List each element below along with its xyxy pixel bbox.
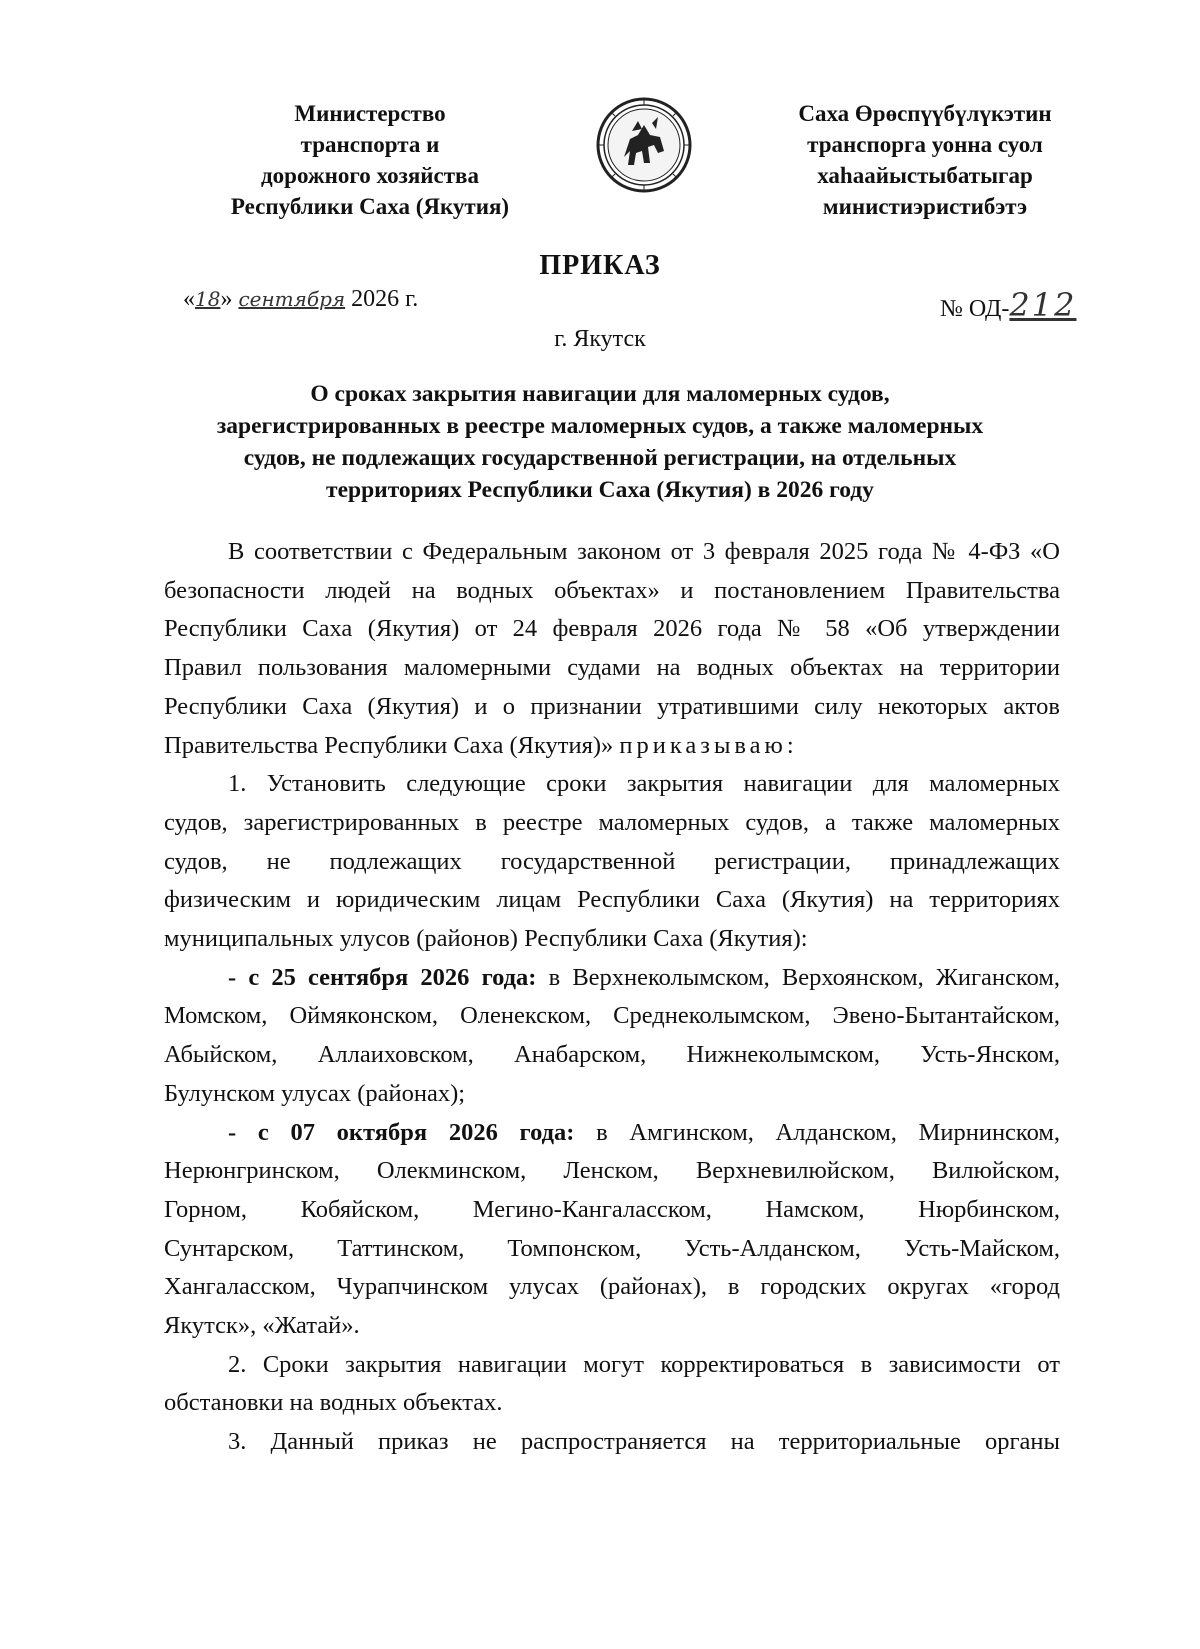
text-line: Момском, Оймяконском, Оленекском, Среднеколымском, Эвено-Бытантайском, bbox=[164, 1002, 1060, 1030]
order-subject bbox=[160, 378, 1040, 506]
date-month: сентября bbox=[238, 287, 346, 311]
deadline-october-paragraph bbox=[164, 1114, 1060, 1346]
text-line: 3. Данный приказ не распространяется на территориальные органы bbox=[228, 1428, 1060, 1456]
order-number-prefix: № ОД- bbox=[940, 296, 1010, 322]
subject-line: зарегистрированных в реестре маломерных судов, а также маломерных bbox=[216, 413, 984, 439]
subject-line: судов, не подлежащих государственной регистрации, на отдельных bbox=[243, 445, 957, 471]
text-line: Булунском улусах (районах); bbox=[164, 1079, 466, 1107]
header-right-line: министиэристибэтэ bbox=[822, 194, 1028, 219]
subject-line: территориях Республики Саха (Якутия) в 2026 году bbox=[326, 477, 874, 503]
text-line: Республики Саха (Якутия) от 24 февраля 2026 года № 58 «Об утверждении bbox=[164, 615, 1060, 643]
deadline-october-label: - с 07 октября 2026 года: bbox=[228, 1118, 575, 1146]
text-line: Хангаласском, Чурапчинском улусах (районах), в городских округах «город bbox=[164, 1273, 1060, 1301]
date-quote-open: « bbox=[183, 286, 195, 312]
order-date bbox=[183, 286, 418, 313]
text-line: В соответствии с Федеральным законом от 3 февраля 2025 года № 4-ФЗ «О bbox=[228, 538, 1060, 565]
text-line: Абыйском, Аллаиховском, Анабарском, Нижнеколымском, Усть-Янском, bbox=[164, 1041, 1060, 1069]
date-year: 2026 г. bbox=[351, 286, 419, 312]
text-line: Правил пользования маломерными судами на водных объектах на территории bbox=[164, 654, 1060, 682]
coat-of-arms-emblem bbox=[594, 95, 694, 195]
subject-line: О сроках закрытия навигации для маломерных судов, bbox=[310, 381, 890, 407]
text-line bbox=[164, 727, 1060, 766]
header-right-line: Саха Өрөспүүбүлүкэтин bbox=[798, 101, 1052, 126]
text-line bbox=[164, 1114, 1060, 1153]
order-body bbox=[164, 533, 1060, 1462]
text-line: 1. Установить следующие сроки закрытия навигации для маломерных bbox=[228, 770, 1060, 798]
text-line: судов, зарегистрированных в реестре маломерных судов, а также маломерных bbox=[164, 808, 1060, 836]
header-left-line: Республики Саха (Якутия) bbox=[230, 194, 510, 219]
deadline-september-paragraph bbox=[164, 959, 1060, 1114]
order-number-value: 212 bbox=[1009, 286, 1077, 324]
text-line: муниципальных улусов (районов) Республики Саха (Якутия): bbox=[164, 925, 808, 953]
date-quote-close: » bbox=[220, 286, 233, 312]
text-line bbox=[164, 959, 1060, 998]
date-day: 18 bbox=[195, 287, 221, 311]
clause-3-paragraph bbox=[164, 1423, 1060, 1462]
header-left-line: Министерство bbox=[294, 101, 446, 126]
text-line: безопасности людей на водных объектах» и постановлением Правительства bbox=[164, 576, 1060, 604]
header-left-line: дорожного хозяйства bbox=[261, 163, 479, 188]
document-title: ПРИКАЗ bbox=[539, 250, 661, 281]
ministry-name-yakut bbox=[745, 98, 1105, 222]
text-line: 2. Сроки закрытия навигации могут корректироваться в зависимости от bbox=[228, 1350, 1060, 1378]
text-line: обстановки на водных объектах. bbox=[164, 1389, 503, 1417]
text-line: Горном, Кобяйском, Мегино-Кангаласском, Намском, Нюрбинском, bbox=[164, 1195, 1060, 1223]
deadline-october-text: в Амгинском, Алданском, Мирнинском, bbox=[596, 1118, 1060, 1146]
header-right-line: хаһаайыстыбатыгар bbox=[817, 163, 1033, 188]
text-line: физическим и юридическим лицам Республики Саха (Якутия) на территориях bbox=[164, 886, 1060, 914]
order-number bbox=[940, 286, 1076, 324]
text-line: Сунтарском, Таттинском, Томпонском, Усть-Алданском, Усть-Майском, bbox=[164, 1234, 1060, 1262]
order-directive-word: приказываю: bbox=[619, 731, 798, 759]
clause-2-paragraph bbox=[164, 1346, 1060, 1423]
deadline-september-label: - с 25 сентября 2026 года: bbox=[228, 963, 537, 991]
preamble-end: Правительства Республики Саха (Якутия)» bbox=[164, 731, 614, 759]
text-line: Нерюнгринском, Олекминском, Ленском, Верхневилюйском, Вилюйском, bbox=[164, 1157, 1060, 1185]
text-line: Якутск», «Жатай». bbox=[164, 1312, 360, 1340]
header-right-line: транспорга уонна суол bbox=[807, 132, 1043, 157]
text-line: Республики Саха (Якутия) и о признании утратившими силу некоторых актов bbox=[164, 692, 1060, 720]
ministry-name-russian bbox=[190, 98, 550, 222]
order-city: г. Якутск bbox=[554, 326, 646, 352]
text-line: судов, не подлежащих государственной регистрации, принадлежащих bbox=[164, 847, 1060, 875]
clause-1-paragraph bbox=[164, 765, 1060, 959]
deadline-september-text: в Верхнеколымском, Верхоянском, Жиганском, bbox=[548, 963, 1060, 991]
preamble-paragraph bbox=[164, 533, 1060, 765]
header-left-line: транспорта и bbox=[300, 132, 440, 157]
